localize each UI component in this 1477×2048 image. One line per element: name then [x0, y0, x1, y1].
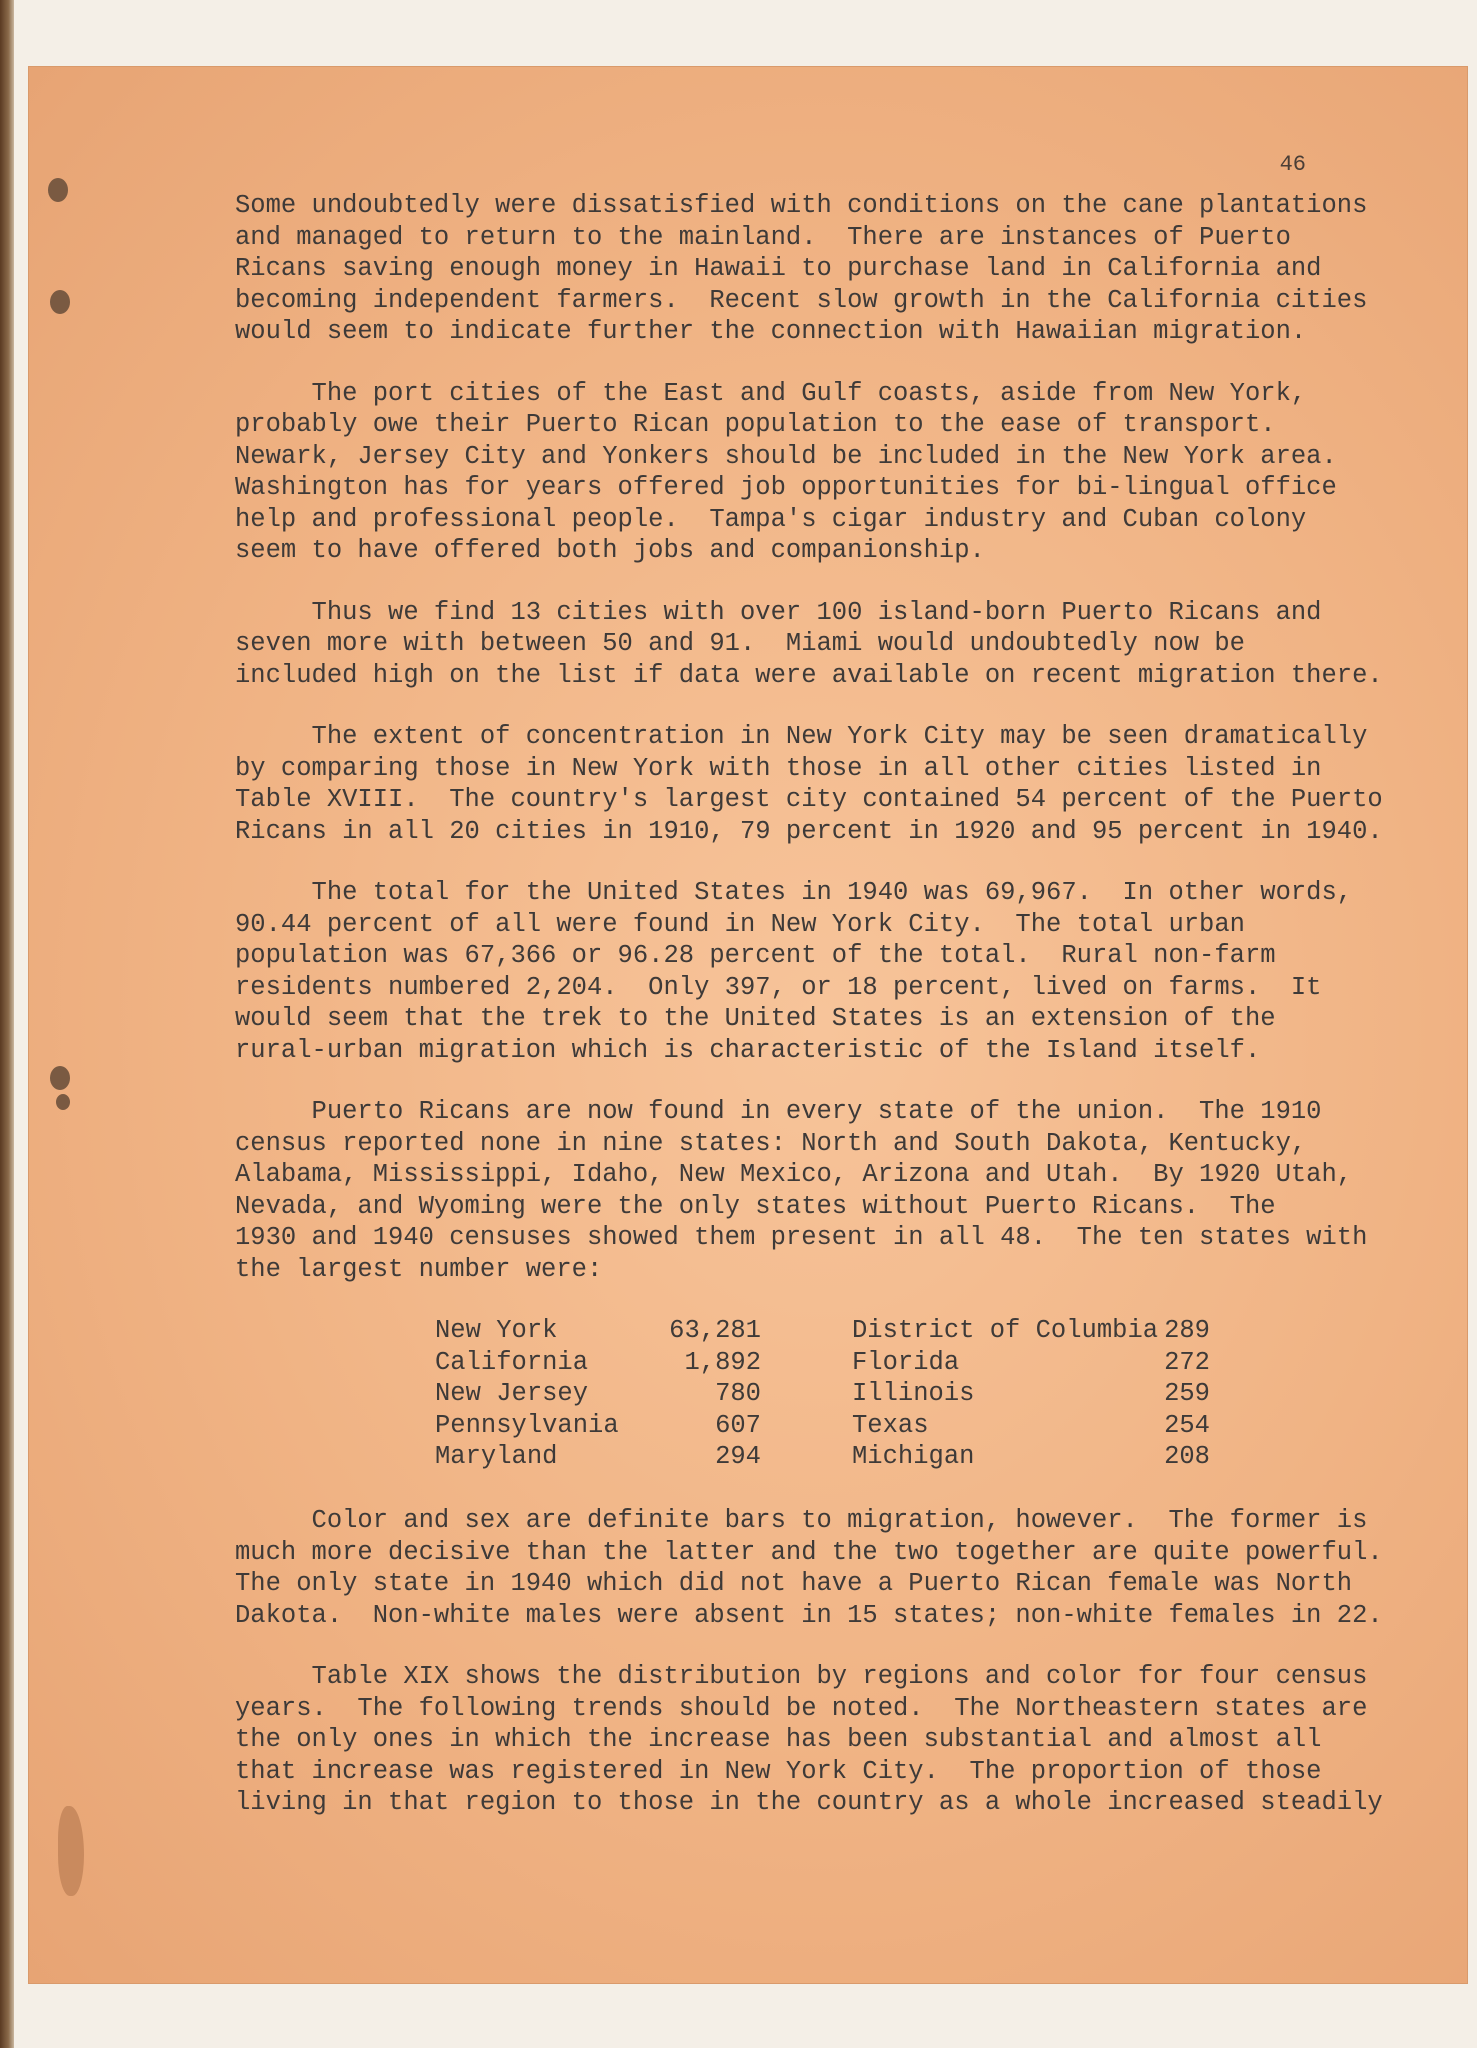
state-count: 289: [1164, 1316, 1210, 1345]
text-line: seem to have offered both jobs and companionship.: [235, 536, 985, 565]
state-name: Michigan: [852, 1442, 975, 1471]
state-name: Illinois: [852, 1379, 975, 1408]
text-line: seven more with between 50 and 91. Miami would undoubtedly now be: [235, 629, 1245, 658]
state-name: Maryland: [435, 1442, 558, 1471]
text-line: becoming independent farmers. Recent slow growth in the California cities: [235, 285, 1368, 315]
text-line: Dakota. Non-white males were absent in 15 states; non-white females in 22.: [235, 1600, 1383, 1630]
state-count: 1,892: [684, 1347, 761, 1377]
state-count: 272: [1164, 1347, 1210, 1377]
text-line: Table XIX shows the distribution by regions and color for four census: [235, 1662, 1368, 1691]
state-name: New York: [435, 1316, 558, 1345]
text-line: the largest number were:: [235, 1254, 603, 1284]
text-line: The only state in 1940 which did not have a Puerto Rican female was North: [235, 1569, 1353, 1598]
text-line: Some undoubtedly were dissatisfied with conditions on the cane plantations: [235, 191, 1368, 220]
text-line: population was 67,366 or 96.28 percent of the total. Rural non-farm: [235, 941, 1276, 970]
text-line: rural-urban migration which is characteristic of the Island itself.: [235, 1035, 1261, 1065]
text-line: Alabama, Mississippi, Idaho, New Mexico, Arizona and Utah. By 1920 Utah,: [235, 1160, 1353, 1189]
state-count: 294: [715, 1442, 761, 1471]
text-line: Newark, Jersey City and Yonkers should be included in the New York area.: [235, 441, 1337, 471]
paragraph: [235, 877, 1435, 1066]
paragraph: [235, 1505, 1435, 1631]
state-name: Texas: [852, 1410, 929, 1440]
text-line: years. The following trends should be noted. The Northeastern states are: [235, 1693, 1368, 1723]
text-line: included high on the list if data were available on recent migration there.: [235, 660, 1383, 690]
state-count: 780: [715, 1379, 761, 1408]
state-count: 254: [1164, 1410, 1210, 1440]
text-line: the only ones in which the increase has been substantial and almost all: [235, 1725, 1322, 1754]
text-line: The port cities of the East and Gulf coasts, aside from New York,: [235, 378, 1307, 408]
text-line: census reported none in nine states: North and South Dakota, Kentucky,: [235, 1128, 1307, 1158]
text-line: Ricans in all 20 cities in 1910, 79 percent in 1920 and 95 percent in 1940.: [235, 816, 1383, 846]
document-body: [235, 190, 1435, 1849]
paragraph: [235, 1661, 1435, 1819]
state-population-table: [235, 1315, 1435, 1475]
paragraphs-after-table: [235, 1505, 1435, 1819]
binder-edge: [0, 0, 14, 2048]
paragraph: [235, 721, 1435, 847]
text-line: 90.44 percent of all were found in New York City. The total urban: [235, 909, 1245, 939]
text-line: residents numbered 2,204. Only 397, or 18 percent, lived on farms. It: [235, 972, 1322, 1002]
state-name: District of Columbia: [852, 1316, 1159, 1345]
text-line: Thus we find 13 cities with over 100 island-born Puerto Ricans and: [235, 597, 1322, 627]
text-line: would seem that the trek to the United States is an extension of the: [235, 1004, 1276, 1033]
text-line: Nevada, and Wyoming were the only states without Puerto Ricans. The: [235, 1191, 1276, 1221]
state-count: 63,281: [669, 1316, 761, 1345]
paragraph: [235, 1096, 1435, 1285]
state-name: New Jersey: [435, 1379, 589, 1408]
paragraphs-before-table: [235, 190, 1435, 1285]
state-count: 259: [1164, 1379, 1210, 1408]
punch-hole: [48, 178, 68, 202]
text-line: Puerto Ricans are now found in every state of the union. The 1910: [235, 1097, 1322, 1126]
text-line: probably owe their Puerto Rican population to the ease of transport.: [235, 410, 1276, 439]
state-count-column-right: [1130, 1315, 1210, 1473]
text-line: Table XVIII. The country's largest city contained 54 percent of the Puerto: [235, 785, 1383, 814]
text-line: by comparing those in New York with those in all other cities listed in: [235, 753, 1322, 783]
text-line: that increase was registered in New York City. The proportion of those: [235, 1756, 1322, 1786]
text-line: Color and sex are definite bars to migration, however. The former is: [235, 1506, 1368, 1535]
punch-hole: [56, 1094, 70, 1110]
state-count: 607: [715, 1410, 761, 1440]
page-number: 46: [1279, 152, 1306, 177]
text-line: The extent of concentration in New York City may be seen dramatically: [235, 722, 1368, 751]
state-name: Florida: [852, 1347, 960, 1377]
text-line: living in that region to those in the country as a whole increased steadily: [235, 1788, 1383, 1817]
state-name: California: [435, 1347, 589, 1377]
torn-edge: [58, 1806, 84, 1896]
paragraph: [235, 378, 1435, 567]
text-line: 1930 and 1940 censuses showed them present in all 48. The ten states with: [235, 1223, 1368, 1252]
text-line: Washington has for years offered job opportunities for bi-lingual office: [235, 473, 1337, 502]
text-line: would seem to indicate further the connection with Hawaiian migration.: [235, 317, 1307, 346]
text-line: Ricans saving enough money in Hawaii to purchase land in California and: [235, 254, 1322, 283]
text-line: much more decisive than the latter and the two together are quite powerful.: [235, 1537, 1383, 1567]
paragraph: [235, 597, 1435, 692]
state-name-column-left: [435, 1315, 619, 1473]
text-line: help and professional people. Tampa's cigar industry and Cuban colony: [235, 504, 1307, 534]
punch-hole: [50, 290, 70, 314]
paragraph: [235, 190, 1435, 348]
state-count-column-left: [661, 1315, 761, 1473]
punch-hole: [50, 1066, 70, 1090]
text-line: The total for the United States in 1940 was 69,967. In other words,: [235, 878, 1353, 907]
text-line: and managed to return to the mainland. There are instances of Puerto: [235, 222, 1291, 252]
state-count: 208: [1164, 1442, 1210, 1471]
state-name-column-right: [852, 1315, 1158, 1473]
state-name: Pennsylvania: [435, 1410, 619, 1440]
